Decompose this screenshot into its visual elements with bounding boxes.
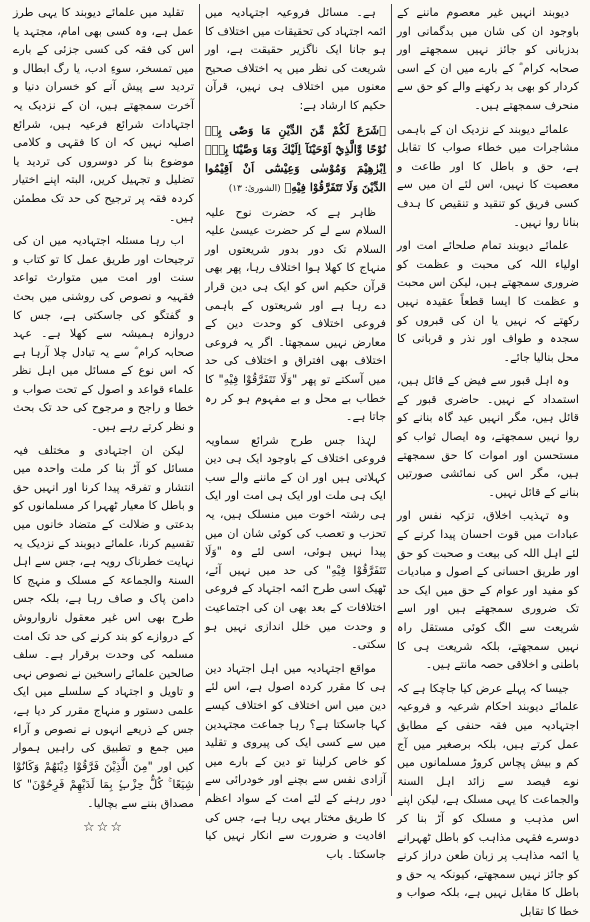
verse-reference: (الشوریٰ: ۱۳): [228, 183, 281, 194]
column-right: [392, 4, 584, 918]
quran-verse: [205, 121, 386, 199]
paragraph: وہ تہذیب اخلاق، تزکیہ نفس اور عبادات میں قوت احسان پیدا کرنے کے لئے اہل اللہ کی بیعت و صحبت کو حق اور طریق احسانی کے اصول و مبادیات کو مفید اور عوام کے حق میں ایک حد تک ضروری سمجھتے ہیں اور اسے شریعت سے الگ کوئی مستقل راہ نہیں سمجھتے، بلکہ شریعت ہی کا باطنی و اخلاقی حصہ مانتے ہیں۔: [397, 509, 579, 672]
end-ornament: ☆☆☆: [83, 819, 124, 835]
paragraph: دیوبند انہیں غیر معصوم ماننے کے باوجود ان کی شان میں بدگمانی اور بدزبانی کو جائز نہیں سمجھتے اور صحابہ کرام ؓ کے بارے میں ان کے اسی کردار کو بھی بد رکھنے والے کو حق سے منحرف سمجھتے ہیں۔: [397, 6, 579, 112]
paragraph: تقلید میں علمائے دیوبند کا یہی طرز عمل ہے، وہ کسی بھی امام، مجتہد یا اس کی فقہ کی کسی جزئی کے بارے میں تمسخر، سوءِ ادب، یا رگ ابطال و تردید سے پیش آنے کو خسران دنیا و آخرت سمجھتے ہیں، ان کے نزدیک یہ اجتہادات شرائع فرعیہ ہیں، شرائع اصلیہ نہیں کہ ان کا فقہی و کلامی موضوع بنا کر دوسروں کی تردید یا تضلیل و تجہیل کریں، البتہ اپنے اختیار کردہ فقہ پر ترجیح کی حد تک مطمئن ہیں۔: [13, 6, 194, 224]
paragraph: علمائے دیوبند کے نزدیک ان کے باہمی مشاجرات میں خطاء صواب کا تقابل ہے، حق و باطل کا اور طاعت و معصیت کا نہیں، اس لئے ان میں سے کسی فریق کو تنقید و تنقیص کا ہدف بنانا روا نہیں۔: [397, 122, 579, 229]
paragraph: جیسا کہ پہلے عرض کیا جاچکا ہے کہ علمائے دیوبند احکام شرعیہ و فروعیہ اجتہادیہ میں فقہ حنفی کے مطابق عمل کرتے ہیں، بلکہ برصغیر میں آج کم و بیش پچاس کروڑ مسلمانوں میں نوے فیصد سے زائد اہل السنۃ والجماعت کا یہی مسلک ہے، لیکن اپنے اس مذہب و مسلک کو آڑ بنا کر دوسرے فقہی مذاہب کو باطل ٹھہرانے یا ائمہ مذاہب پر زبان طعن دراز کرنے کو جائز نہیں سمجھتے، کیونکہ یہ حق و باطل کا مقابل نہیں ہے، بلکہ صواب و خطا کا تقابل: [397, 681, 579, 918]
newspaper-page: [6, 4, 584, 918]
paragraph: ہے۔ مسائل فروعیہ اجتہادیہ میں ائمہ اجتہاد کی تحقیقات میں اختلاف کا ہو جانا ایک ناگزیر حقیقت ہے، اور شریعت کی نظر میں یہ اختلاف صحیح معنوں میں اختلاف ہی نہیں، قرآن حکیم کا ارشاد ہے:: [205, 6, 386, 112]
paragraph: مواقع اجتہادیہ میں اہل اجتہاد دین ہی کا مقرر کردہ اصول ہے، اس لئے دین میں اس اختلاف کو اختلاف کیسے کہا جاسکتا ہے؟ رہا جماعت مجتہدین میں سے کسی ایک کی پیروی و تقلید کو خاص کرلینا تو دین کے بارے میں آزادی نفس سے بچنے اور خودرائی سے دور رہنے کے لئے امت کے سواد اعظم کا طریق مختار یہی رہا ہے، جس کی افادیت و ضرورت سے انکار نہیں کیا جاسکتا۔ باب: [205, 661, 386, 861]
column-left: [8, 4, 200, 835]
column-middle: [200, 4, 392, 861]
paragraph: لیکن ان اجتہادی و مختلف فیہ مسائل کو آڑ بنا کر ملت واحدہ میں انتشار و تفرقہ پیدا کرنا اور انہیں حق و باطل کا معیار ٹھہرا کر مسلمانوں کو بدعتی و ضلالت کے متضاد خانوں میں تقسیم کرنا، علمائے دیوبند کے نزدیک یہ نہایت خطرناک رویہ ہے، جس سے اہل السنۃ والجماعۃ کے مسلک و منہج کا دامن پاک و صاف رہا ہے، بلکہ جس طرح بھی اس غیر معقول نارواروش کے دروازے کو بند کرنے کی حد تک امت مسلمہ کی وحدت برقرار ہے۔ سلف صالحین علمائے راسخین نے نصوص نہی و تاویل و اجتہاد کے سلسلے میں ایک علمی دستور و منہاج مقرر کر دیا ہے، جس کے ذریعے انہوں نے نصوص و آراء میں جمع و تطبیق کی راہیں ہموار کیں اور "مِنَ الَّذِيْنَ فَرَّقُوْا دِيْنَهُمْ وَكَانُوْا شِيَعًا ۚ كُلُّ حِزْبٍۢ بِمَا لَدَيْهِمْ فَرِحُوْنَ" کا مصداق بننے سے بچالیا۔: [13, 443, 194, 810]
paragraph: لہٰذا جس طرح شرائع سماویہ فروعی اختلاف کے باوجود ایک ہی دین کہلاتی ہیں اور ان کے ماننے والے سب ایک ہی ملت اور ایک ہی امت اور ایک ہی رشتہ اخوت میں منسلک ہیں، یہ تحزب و تعصب کی کوئی شان ان میں پیدا نہیں ہوئی، اسی لئے وہ "وَلَا تَتَفَرَّقُوْا فِيْهِ" کی حد میں نہیں آئے، ٹھیک اسی طرح ائمہ اجتہاد کے فروعی اختلافات کے بعد بھی ان کی اجتماعیت و وحدت میں خلل اندازی نہیں ہو سکتی۔: [205, 433, 386, 652]
paragraph: ظاہر ہے کہ حضرت نوح علیہ السلام سے لے کر حضرت عیسیٰ علیہ السلام تک دور بدور شریعتوں اور منہاج کا کھلا ہوا اختلاف رہا، پھر بھی قرآن حکیم اس کو ایک ہی دین قرار دے رہا ہے اور شریعتوں کے باہمی فروعی اختلاف کو وحدت دین کے معارض نہیں سمجھتا۔ اگر یہ فروعی اختلاف بھی افتراق و اختلاف کی حد میں آسکتے تو پھر "وَلَا تَتَفَرَّقُوْا فِيْهِ" کا خطاب بے محل و بے مفہوم ہو کر رہ جاتا ہے۔: [205, 205, 386, 424]
paragraph: اب رہا مسئلہ اجتہادیہ میں ان کی ترجیحات اور طریق عمل کا تو کتاب و سنت اور امت میں متوارث تواعد فقہیہ و نصوص کی روشنی میں بحث و گفتگو کی جاسکتی ہے، جس کا دروازہ ہمیشہ سے کھلا ہے۔ عہد صحابہ کرام ؓ سے یہ تبادل چلا آرہا ہے کہ اس نوع کے مسائل میں اہل نظر علماء قواعد و اصول کے تحت صواب و خطا و راجح و مرجوح کی حد تک بحث و نظر کرتے رہے ہیں۔: [13, 234, 194, 434]
paragraph: وہ اہل قبور سے فیض کے قائل ہیں، استمداد کے نہیں۔ حاضری قبور کے قائل ہیں، مگر انہیں عید گاہ بنانے کو روا نہیں سمجھتے، وہ ایصال ثواب کو مستحسن اور اموات کا حق سمجھتے ہیں، مگر اس کی نمائشی صورتیں بنانے کے قائل نہیں۔: [397, 374, 579, 499]
paragraph: علمائے دیوبند تمام صلحائے امت اور اولیاء اللہ کی محبت و عظمت کو ضروری سمجھتے ہیں، لیکن اس محبت و عظمت کا ایسا قطعاً عقیدہ نہیں رکھتے کہ نہیں یا ان کی قبروں کو سجدہ و طواف اور نذر و قربانی کا محل بنالیا جائے۔: [397, 239, 579, 364]
verse-text: ﴿شَرَعَ لَكُمْ مِّنَ الدِّيْنِ مَا وَصّٰى بِهٖ نُوْحًا وَّالَّذِيْٓ اَوْحَيْنَآ اِلَيْكَ وَمَا وَصَّيْنَا بِهٖٓ اِبْرٰهِيْمَ وَمُوْسٰى وَعِيْسٰٓى اَنْ اَقِيْمُوا الدِّيْنَ وَلَا تَتَفَرَّقُوْا فِيْهِ﴾: [205, 122, 386, 194]
